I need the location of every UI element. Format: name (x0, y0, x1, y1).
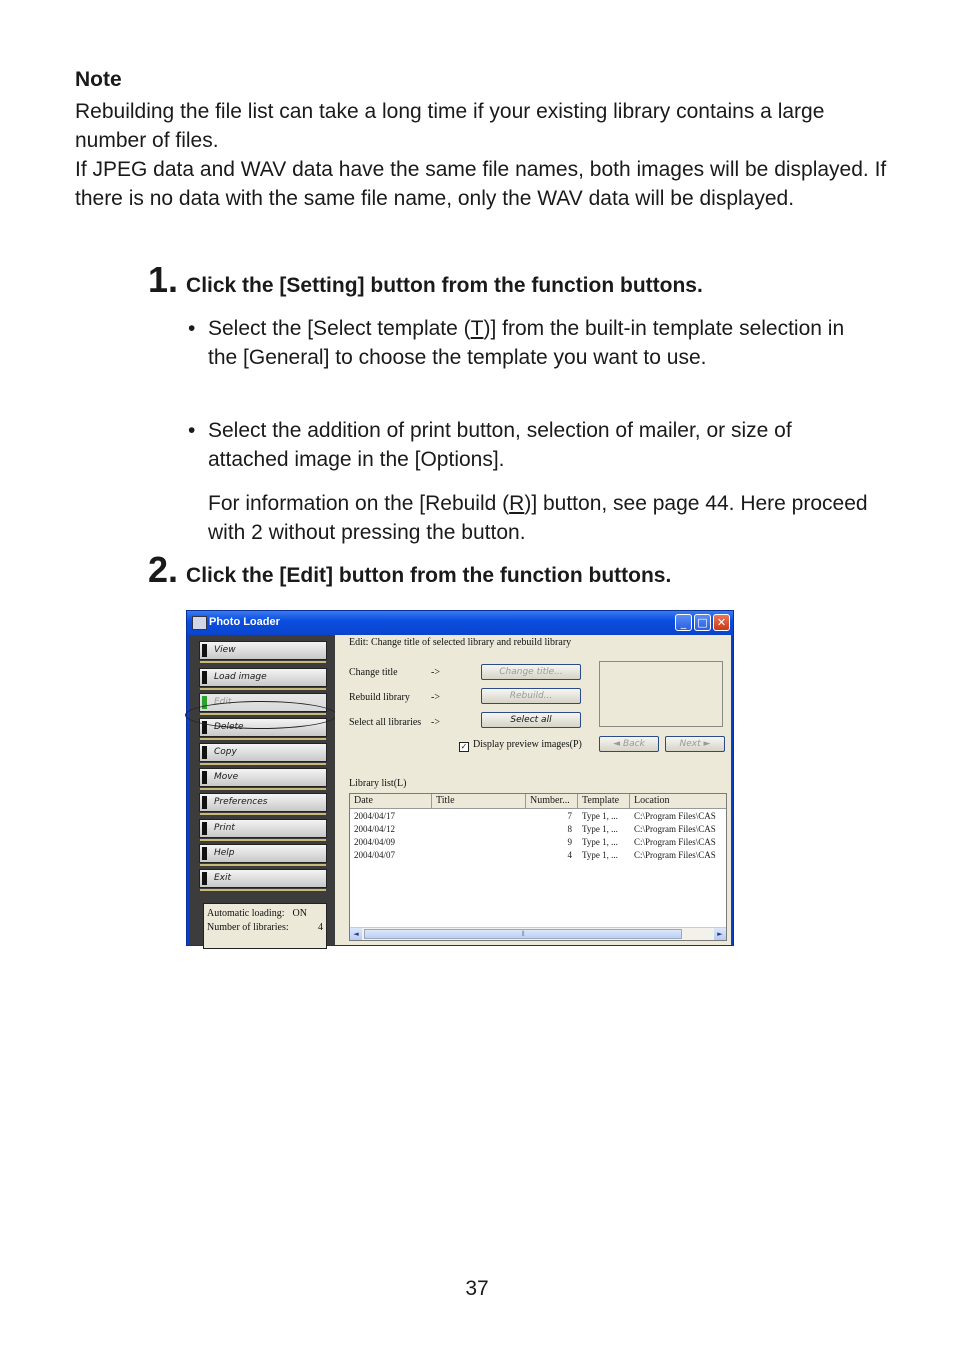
library-list[interactable] (349, 793, 727, 941)
window-client (189, 635, 731, 945)
change-title-arrow: -> (431, 667, 440, 678)
preview-box (599, 661, 723, 727)
print-button[interactable]: Print (199, 819, 327, 838)
change-title-button[interactable]: Change title... (481, 664, 581, 680)
auto-loading-value: ON (292, 908, 307, 919)
app-icon (192, 616, 207, 630)
table-row[interactable]: 2004/04/12 8 Type 1, ... C:\Program Files\CAS (354, 824, 716, 834)
step-2 (148, 549, 672, 590)
step-2-text: Click the [Edit] button from the function buttons. (186, 564, 672, 587)
bullet-glyph: • (188, 317, 196, 340)
column-date[interactable]: Date (350, 794, 432, 808)
select-all-arrow: -> (431, 717, 440, 728)
view-button[interactable]: View (199, 641, 327, 660)
display-preview-checkbox[interactable]: ✓ (460, 742, 468, 751)
step-2-number: 2. (148, 549, 179, 590)
change-title-label: Change title (349, 667, 398, 678)
note-line-2: If JPEG data and WAV data have the same file names, both images will be displayed. If there is no data with the same file name, only the WAV data will be displayed. (75, 158, 887, 210)
photo-loader-window (186, 610, 734, 946)
bullet-item-1 (188, 314, 878, 372)
note-title: Note (75, 68, 122, 91)
scroll-right-icon[interactable]: ► (714, 928, 726, 940)
bullet-glyph: • (188, 419, 196, 442)
rebuild-button[interactable]: Rebuild... (481, 688, 581, 704)
library-list-label: Library list(L) (349, 778, 407, 789)
maximize-button[interactable]: □ (694, 614, 711, 631)
next-button[interactable]: Next ► (665, 736, 725, 752)
help-button[interactable]: Help (199, 844, 327, 863)
column-number[interactable]: Number... (526, 794, 578, 808)
table-row[interactable]: 2004/04/17 7 Type 1, ... C:\Program Files\CAS (354, 811, 716, 821)
step-1-text: Click the [Setting] button from the function buttons. (186, 274, 703, 297)
bullet-text-2: Select the addition of print button, selection of mailer, or size of attached image in the [Options]. (208, 419, 792, 471)
horizontal-scrollbar[interactable] (350, 927, 726, 940)
table-row[interactable]: 2004/04/07 4 Type 1, ... C:\Program Files\CAS (354, 850, 716, 860)
scroll-thumb[interactable]: ⦀ (364, 929, 682, 939)
back-button[interactable]: ◄ Back (599, 736, 659, 752)
preferences-button[interactable]: Preferences (199, 793, 327, 812)
note-line-1: Rebuilding the file list can take a long time if your existing library contains a large number of files. (75, 100, 825, 152)
select-all-label: Select all libraries (349, 717, 422, 728)
rebuild-library-arrow: -> (431, 692, 440, 703)
list-header (350, 794, 726, 809)
step-1-number: 1. (148, 259, 179, 300)
scroll-left-icon[interactable]: ◄ (350, 928, 362, 940)
status-box (203, 903, 327, 949)
minimize-button[interactable]: _ (675, 614, 692, 631)
column-location[interactable]: Location (634, 795, 670, 806)
library-count-label: Number of libraries: (207, 922, 289, 933)
column-template[interactable]: Template (578, 794, 630, 808)
library-count-value: 4 (318, 922, 323, 933)
display-preview-label: Display preview images(P) (473, 739, 582, 750)
page-number: 37 (465, 1277, 489, 1300)
bullet-item-2 (188, 416, 878, 474)
column-title[interactable]: Title (432, 794, 526, 808)
select-all-button[interactable]: Select all (481, 712, 581, 728)
move-button[interactable]: Move (199, 768, 327, 787)
edit-highlight-ring (185, 701, 337, 729)
table-row[interactable]: 2004/04/09 9 Type 1, ... C:\Program Files\CAS (354, 837, 716, 847)
window-title: Photo Loader (209, 616, 280, 628)
edit-button[interactable]: Edit (199, 693, 327, 712)
copy-button[interactable]: Copy (199, 743, 327, 762)
bullet-text-1: Select the [Select template (T)] from the built-in template selection in the [General] to choose the template you want to use. (208, 317, 845, 369)
function-sidebar (189, 635, 335, 945)
rebuild-info: For information on the [Rebuild (R)] button, see page 44. Here proceed with 2 without pressing the button. (208, 492, 868, 544)
rebuild-library-label: Rebuild library (349, 692, 410, 703)
edit-heading: Edit: Change title of selected library and rebuild library (349, 637, 572, 648)
edit-panel (335, 635, 731, 945)
title-bar[interactable] (187, 611, 733, 635)
close-button[interactable]: ✕ (713, 614, 730, 631)
delete-button[interactable]: Delete (199, 718, 327, 737)
exit-button[interactable]: Exit (199, 869, 327, 888)
load-image-button[interactable]: Load image (199, 668, 327, 687)
note-body (75, 97, 895, 213)
step-1 (148, 259, 703, 300)
auto-loading-label: Automatic loading: (207, 908, 285, 919)
